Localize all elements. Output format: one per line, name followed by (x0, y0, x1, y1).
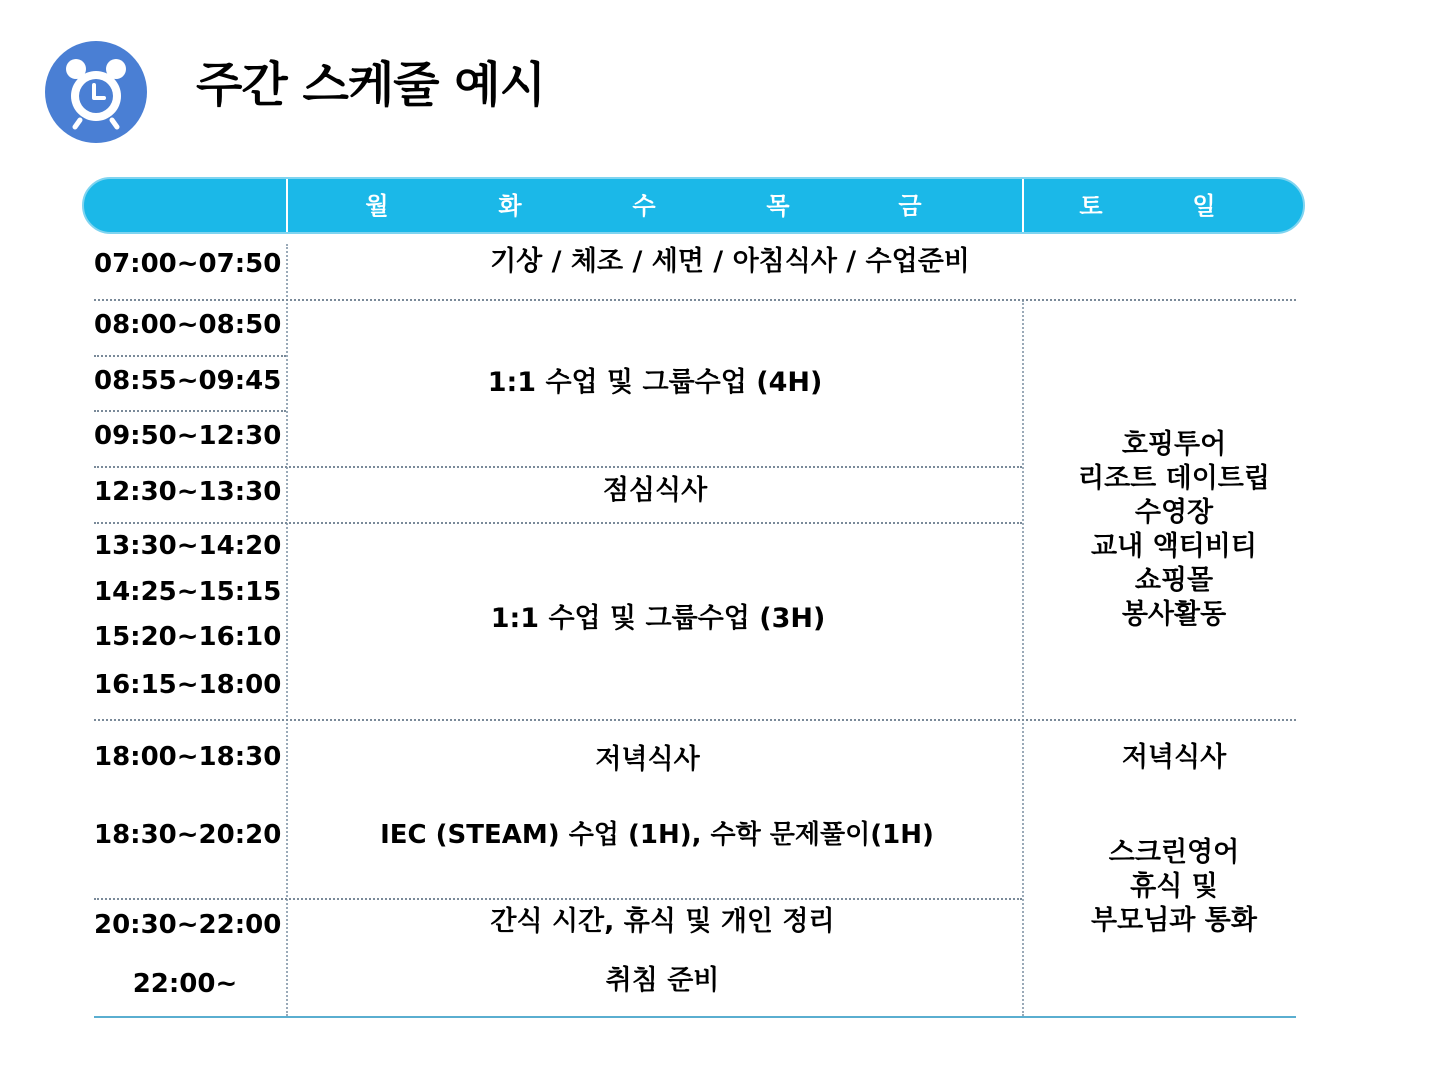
time-slot: 22:00~ (132, 969, 238, 999)
time-slot: 18:00~18:30 (94, 742, 282, 772)
row-divider (94, 410, 286, 412)
time-slot: 20:30~22:00 (94, 910, 282, 940)
time-slot: 15:20~16:10 (94, 622, 282, 652)
day-wed: 수 (632, 192, 656, 220)
row-divider (94, 299, 1296, 301)
time-slot: 16:15~18:00 (94, 670, 282, 700)
row-divider (94, 355, 286, 357)
weekday-lunch: 점심식사 (602, 475, 708, 506)
day-sat: 토 (1079, 192, 1103, 220)
day-sun: 일 (1192, 192, 1216, 220)
weekend-evening-line: 휴식 및 (1130, 871, 1218, 902)
time-slot: 13:30~14:20 (94, 531, 282, 561)
row-divider (94, 522, 1022, 524)
row-divider (94, 466, 1022, 468)
row-divider (94, 898, 1022, 900)
time-slot: 07:00~07:50 (94, 249, 282, 279)
day-thu: 목 (766, 192, 790, 220)
table-bottom-border (94, 1016, 1296, 1018)
time-slot: 09:50~12:30 (94, 421, 282, 451)
weekday-dinner: 저녁식사 (595, 744, 700, 775)
weekday-evening-class: IEC (STEAM) 수업 (1H), 수학 문제풀이(1H) (380, 820, 934, 850)
weekend-activity: 수영장 (1134, 497, 1214, 528)
weekend-dinner: 저녁식사 (1121, 742, 1227, 773)
page-title: 주간 스케줄 예시 (196, 57, 545, 113)
weekday-sleep: 취침 준비 (605, 965, 720, 996)
weekend-activity: 호핑투어 (1121, 429, 1227, 460)
column-divider (286, 244, 288, 1016)
weekend-activities (1030, 428, 1318, 632)
weekend-activity: 봉사활동 (1121, 599, 1227, 630)
time-slot: 12:30~13:30 (94, 477, 282, 507)
header-divider (1022, 179, 1024, 232)
weekend-activity: 교내 액티비티 (1091, 531, 1257, 562)
day-tue: 화 (498, 192, 522, 220)
schedule-header (82, 177, 1305, 234)
time-slot: 14:25~15:15 (94, 577, 282, 607)
row-divider (94, 719, 1296, 721)
weekday-wakeup: 기상 / 체조 / 세면 / 아침식사 / 수업준비 (490, 246, 970, 277)
weekend-activity: 리조트 데이트립 (1078, 463, 1270, 494)
weekday-snack: 간식 시간, 휴식 및 개인 정리 (490, 906, 835, 937)
time-slot: 18:30~20:20 (94, 820, 282, 850)
weekend-evening-line: 스크린영어 (1108, 837, 1240, 868)
time-slot: 08:55~09:45 (94, 366, 282, 396)
weekday-morning-class: 1:1 수업 및 그룹수업 (4H) (487, 367, 823, 398)
day-fri: 금 (898, 192, 922, 220)
weekend-evening (1030, 836, 1318, 938)
weekend-evening-line: 부모님과 통화 (1091, 905, 1257, 936)
alarm-clock-icon (44, 40, 148, 144)
header-divider (286, 179, 288, 232)
day-mon: 월 (365, 192, 389, 220)
time-slot: 08:00~08:50 (94, 310, 282, 340)
weekend-activity: 쇼핑몰 (1134, 565, 1214, 596)
weekday-afternoon-class: 1:1 수업 및 그룹수업 (3H) (490, 603, 826, 634)
